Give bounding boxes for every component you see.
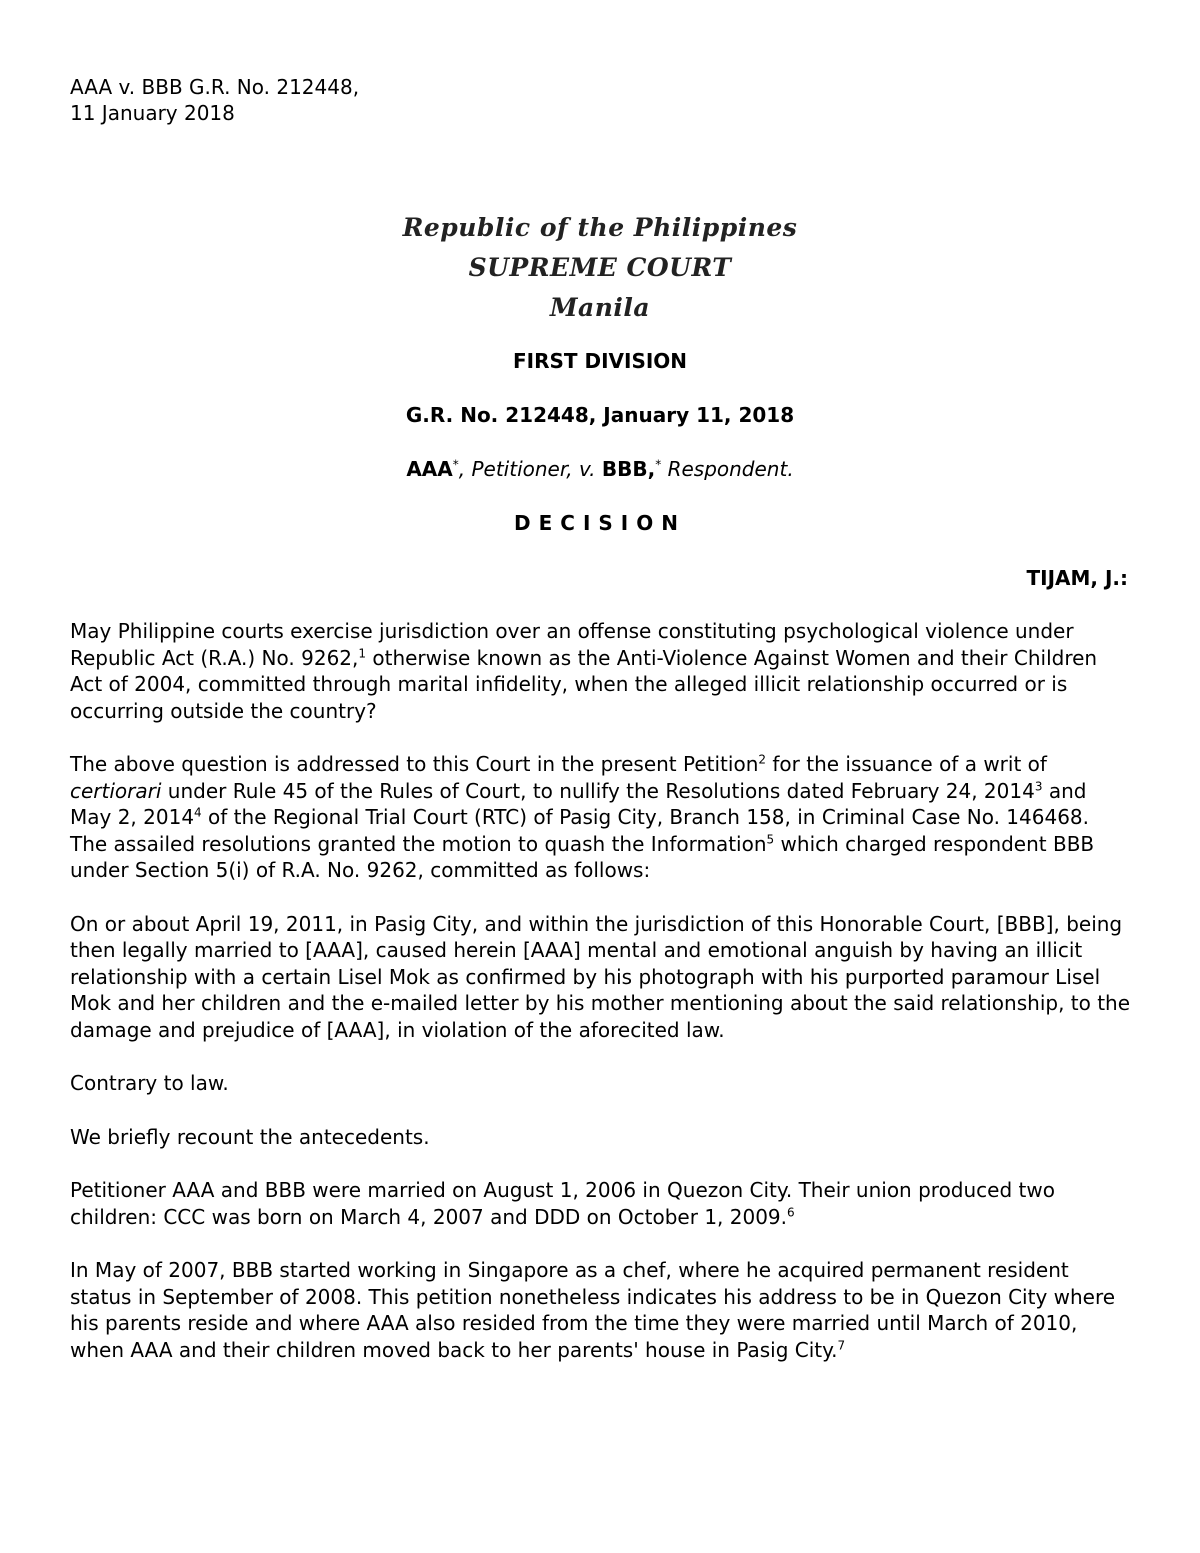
republic-line: Republic of the Philippines [402, 213, 798, 242]
respondent-name: BBB, [601, 457, 656, 481]
paragraph-2 [70, 751, 1132, 884]
paragraph-6 [70, 1177, 1132, 1230]
court-header [0, 208, 1200, 328]
city-line: Manila [549, 293, 651, 322]
respondent-role: Respondent. [661, 457, 794, 481]
footnote-1-ref[interactable]: 1 [358, 645, 367, 660]
paragraph-1-text-b: otherwise known as the Anti-Violence Against Women and their Children Act of 2004, committed through marital infidelity, when the alleged illicit relationship occurred or is occurring outside the country? [70, 645, 1098, 723]
paragraph-7 [70, 1257, 1132, 1363]
footnote-2-ref[interactable]: 2 [758, 752, 767, 767]
decision-heading: DECISION [514, 511, 686, 535]
paragraph-2-text-b: for the issuance of a writ of [766, 752, 1047, 776]
footnote-5-ref[interactable]: 5 [766, 831, 775, 846]
parties-line [0, 456, 1200, 483]
paragraph-6-text: Petitioner AAA and BBB were married on August 1, 2006 in Quezon City. Their union produced two children: CCC was born on March 4, 2007 and DDD on October 1, 2009. [70, 1178, 1055, 1229]
footnote-6-ref[interactable]: 6 [787, 1204, 795, 1219]
petitioner-footnote-mark: * [452, 457, 459, 472]
paragraph-2-text-e: of the Regional Trial Court (RTC) of Pasig City, Branch 158, in Criminal Case No. 146468. The assailed resolutions granted the motion to quash the Information [70, 805, 1090, 856]
petitioner-name: AAA [406, 457, 453, 481]
document-title-line2: 11 January 2018 [70, 101, 235, 125]
paragraph-2-text-c: under Rule 45 of the Rules of Court, to nullify the Resolutions dated February 24, 2014 [161, 778, 1035, 803]
footnote-7-ref[interactable]: 7 [837, 1337, 846, 1352]
supreme-court-line: SUPREME COURT [468, 253, 732, 282]
paragraph-4: Contrary to law. [70, 1071, 229, 1095]
paragraph-2-text-d: and May 2, 2014 [70, 778, 1087, 829]
paragraph-3: On or about April 19, 2011, in Pasig City, and within the jurisdiction of this Honorable Court, [BBB], being then legally married to [AAA], caused herein [AAA] mental and emotional anguish by having an illicit relationship with a certain Lisel Mok as confirmed by his photograph with his purported paramour Lisel Mok and her children and the e-mailed letter by his mother mentioning about the said relationship, to the damage and prejudice of [AAA], in violation of the aforecited law. [70, 911, 1131, 1042]
paragraph-2-text-f: which charged respondent BBB under Section 5(i) of R.A. No. 9262, committed as follows: [70, 831, 1095, 882]
paragraph-2-text-a: The above question is addressed to this Court in the present Petition [70, 752, 759, 776]
paragraph-7-text: In May of 2007, BBB started working in Singapore as a chef, where he acquired permanent resident status in September of 2008. This petition nonetheless indicates his address to be in Quezon City where his parents reside and where AAA also resided from the time they were married until March of 2010, when AAA and their children moved back to her parents' house in Pasig City. [70, 1258, 1116, 1362]
document-title-line1: AAA v. BBB G.R. No. 212448, [70, 75, 360, 99]
petitioner-role: , Petitioner, v. [458, 457, 602, 481]
ponente: TIJAM, J.: [1026, 566, 1128, 590]
paragraph-1-text-a: May Philippine courts exercise jurisdiction over an offense constituting psychological violence under Republic Act (R.A.) No. 9262, [70, 619, 1074, 670]
document-title [70, 74, 770, 126]
paragraph-2-italic: certiorari [70, 778, 162, 803]
footnote-3-ref[interactable]: 3 [1034, 778, 1043, 793]
respondent-footnote-mark: * [655, 457, 662, 472]
case-number: G.R. No. 212448, January 11, 2018 [405, 403, 795, 427]
footnote-4-ref[interactable]: 4 [194, 805, 202, 820]
decision-body [70, 618, 1132, 1390]
paragraph-1 [70, 618, 1132, 724]
division-heading: FIRST DIVISION [512, 349, 688, 373]
paragraph-5: We briefly recount the antecedents. [70, 1124, 430, 1149]
